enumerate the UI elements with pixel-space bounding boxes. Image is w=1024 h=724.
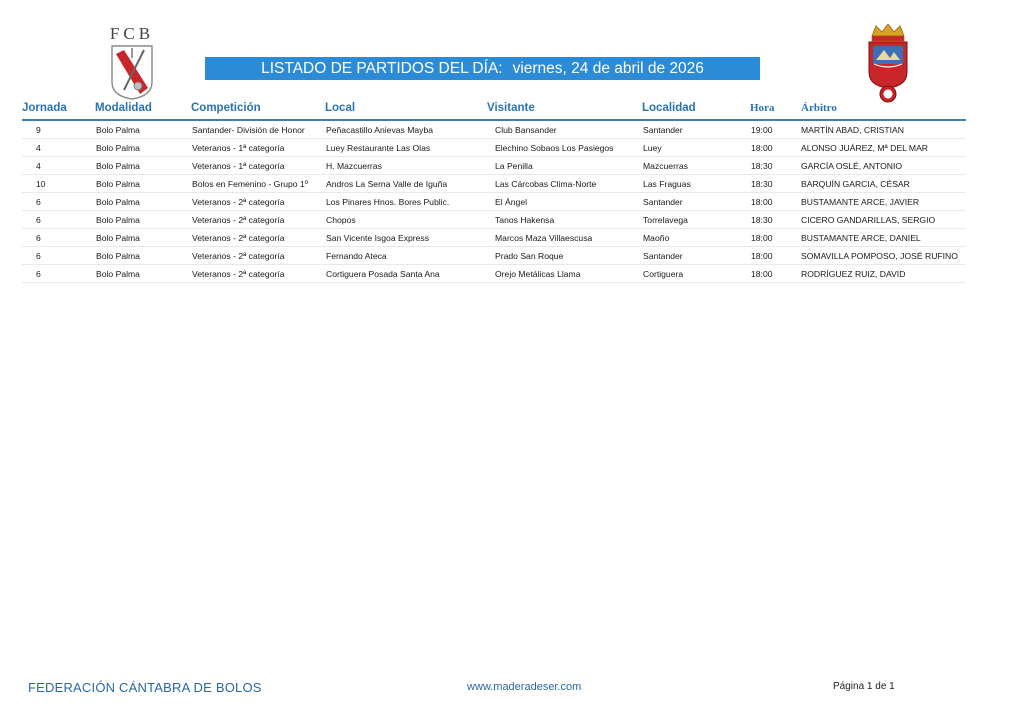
table-row bbox=[22, 175, 966, 193]
table-row bbox=[22, 193, 966, 211]
footer-organization: FEDERACIÓN CÁNTABRA DE BOLOS bbox=[28, 680, 262, 695]
column-header-modalidad: Modalidad bbox=[95, 102, 152, 114]
cell-competicion: Veteranos - 2ª categoría bbox=[192, 251, 285, 261]
fcb-logo bbox=[104, 24, 160, 100]
cell-hora: 18:30 bbox=[751, 179, 773, 189]
cell-visitante: Las Cárcobas Clima-Norte bbox=[495, 179, 597, 189]
cell-arbitro: BUSTAMANTE ARCE, DANIEL bbox=[801, 233, 921, 243]
cell-modalidad: Bolo Palma bbox=[96, 161, 140, 171]
cell-localidad: Las Fraguas bbox=[643, 179, 691, 189]
cell-arbitro: SOMAVILLA POMPOSO, JOSÉ RUFINO bbox=[801, 251, 958, 261]
cell-local: San Vicente Isgoa Express bbox=[326, 233, 430, 243]
cell-modalidad: Bolo Palma bbox=[96, 215, 140, 225]
column-header-visitante: Visitante bbox=[487, 102, 535, 114]
cell-localidad: Cortiguera bbox=[643, 269, 684, 279]
cell-localidad: Santander bbox=[643, 251, 683, 261]
cell-hora: 18:00 bbox=[751, 143, 773, 153]
cell-competicion: Veteranos - 2ª categoría bbox=[192, 269, 285, 279]
cell-local: Luey Restaurante Las Olas bbox=[326, 143, 431, 153]
column-header-localidad: Localidad bbox=[642, 102, 696, 114]
cell-competicion: Veteranos - 2ª categoría bbox=[192, 233, 285, 243]
cell-competicion: Veteranos - 2ª categoría bbox=[192, 197, 285, 207]
cell-visitante: Marcos Maza Villaescusa bbox=[495, 233, 593, 243]
cell-visitante: Tanos Hakensa bbox=[495, 215, 555, 225]
table-row bbox=[22, 121, 966, 139]
cell-arbitro: BUSTAMANTE ARCE, JAVIER bbox=[801, 197, 920, 207]
table-row bbox=[22, 229, 966, 247]
cell-jornada: 6 bbox=[36, 197, 41, 207]
column-header-hora: Hora bbox=[750, 102, 775, 114]
cell-visitante: La Penilla bbox=[495, 161, 533, 171]
cell-local: Andros La Serna Valle de Iguña bbox=[326, 179, 448, 189]
cell-arbitro: RODRÍGUEZ RUIZ, DAVID bbox=[801, 269, 906, 279]
cell-hora: 18:00 bbox=[751, 269, 773, 279]
matches-table bbox=[22, 102, 966, 283]
page-title-text: LISTADO DE PARTIDOS DEL DÍA: bbox=[261, 60, 503, 77]
cell-localidad: Santander bbox=[643, 197, 683, 207]
cell-visitante: Club Bansander bbox=[495, 125, 557, 135]
cell-local: Chopos bbox=[326, 215, 356, 225]
cell-local: Peñacastillo Anievas Mayba bbox=[326, 125, 434, 135]
page-title bbox=[205, 57, 760, 80]
table-row bbox=[22, 265, 966, 283]
fcb-logo-letters: FCB bbox=[109, 24, 155, 43]
table-body bbox=[22, 121, 966, 283]
cell-hora: 18:00 bbox=[751, 251, 773, 261]
cell-arbitro: BARQUÍN GARCIA, CÉSAR bbox=[801, 179, 910, 189]
cell-jornada: 6 bbox=[36, 215, 41, 225]
cell-localidad: Luey bbox=[643, 143, 662, 153]
cell-jornada: 4 bbox=[36, 161, 41, 171]
fcb-shield-icon bbox=[110, 44, 154, 100]
cell-visitante: Orejo Metálicas Llama bbox=[495, 269, 581, 279]
cell-jornada: 4 bbox=[36, 143, 41, 153]
cell-visitante: Elechino Sobaos Los Pasiegos bbox=[495, 143, 614, 153]
cell-competicion: Bolos en Femenino - Grupo 1º bbox=[192, 179, 308, 189]
cell-hora: 19:00 bbox=[751, 125, 773, 135]
column-header-local: Local bbox=[325, 102, 356, 114]
page-title-date: viernes, 24 de abril de 2026 bbox=[512, 60, 704, 77]
cell-jornada: 9 bbox=[36, 125, 41, 135]
cell-hora: 18:00 bbox=[751, 233, 773, 243]
table-row bbox=[22, 211, 966, 229]
cell-arbitro: ALONSO JUÁREZ, Mª DEL MAR bbox=[801, 143, 929, 153]
cell-modalidad: Bolo Palma bbox=[96, 269, 140, 279]
cell-local: Cortiguera Posada Santa Ana bbox=[326, 269, 440, 279]
cell-arbitro: CICERO GANDARILLAS, SERGIO bbox=[801, 215, 936, 225]
column-header-arbitro: Árbitro bbox=[801, 102, 837, 114]
cell-modalidad: Bolo Palma bbox=[96, 197, 140, 207]
table-row bbox=[22, 139, 966, 157]
cell-arbitro: MARTÍN ABAD, CRISTIAN bbox=[801, 125, 904, 135]
cell-modalidad: Bolo Palma bbox=[96, 233, 140, 243]
footer-page-number: Página 1 de 1 bbox=[833, 681, 895, 692]
cell-visitante: El Ángel bbox=[495, 197, 528, 207]
cell-visitante: Prado San Roque bbox=[495, 251, 564, 261]
cell-localidad: Maoño bbox=[643, 233, 670, 243]
cell-modalidad: Bolo Palma bbox=[96, 143, 140, 153]
cell-modalidad: Bolo Palma bbox=[96, 179, 140, 189]
cell-hora: 18:30 bbox=[751, 161, 773, 171]
cell-competicion: Santander- División de Honor bbox=[192, 125, 305, 135]
table-header bbox=[22, 102, 966, 121]
cell-modalidad: Bolo Palma bbox=[96, 125, 140, 135]
footer-website-link[interactable]: www.maderadeser.com bbox=[467, 681, 582, 693]
cell-local: Fernando Ateca bbox=[326, 251, 387, 261]
cell-competicion: Veteranos - 2ª categoría bbox=[192, 215, 285, 225]
cell-jornada: 6 bbox=[36, 233, 41, 243]
cell-localidad: Santander bbox=[643, 125, 683, 135]
cell-local: Los Pinares Hnos. Bores Public. bbox=[326, 197, 450, 207]
cell-localidad: Torrelavega bbox=[643, 215, 688, 225]
table-row bbox=[22, 247, 966, 265]
cell-jornada: 10 bbox=[36, 179, 46, 189]
cell-local: H. Mazcuerras bbox=[326, 161, 382, 171]
cell-jornada: 6 bbox=[36, 269, 41, 279]
cell-jornada: 6 bbox=[36, 251, 41, 261]
cell-hora: 18:00 bbox=[751, 197, 773, 207]
cell-competicion: Veteranos - 1ª categoría bbox=[192, 143, 285, 153]
cell-localidad: Mazcuerras bbox=[643, 161, 688, 171]
table-row bbox=[22, 157, 966, 175]
column-header-competicion: Competición bbox=[191, 102, 261, 114]
column-header-jornada: Jornada bbox=[22, 102, 67, 114]
cell-arbitro: GARCÍA OSLÉ, ANTONIO bbox=[801, 161, 903, 171]
cell-competicion: Veteranos - 1ª categoría bbox=[192, 161, 285, 171]
cell-modalidad: Bolo Palma bbox=[96, 251, 140, 261]
cell-hora: 18:30 bbox=[751, 215, 773, 225]
coat-of-arms-icon bbox=[864, 22, 912, 104]
